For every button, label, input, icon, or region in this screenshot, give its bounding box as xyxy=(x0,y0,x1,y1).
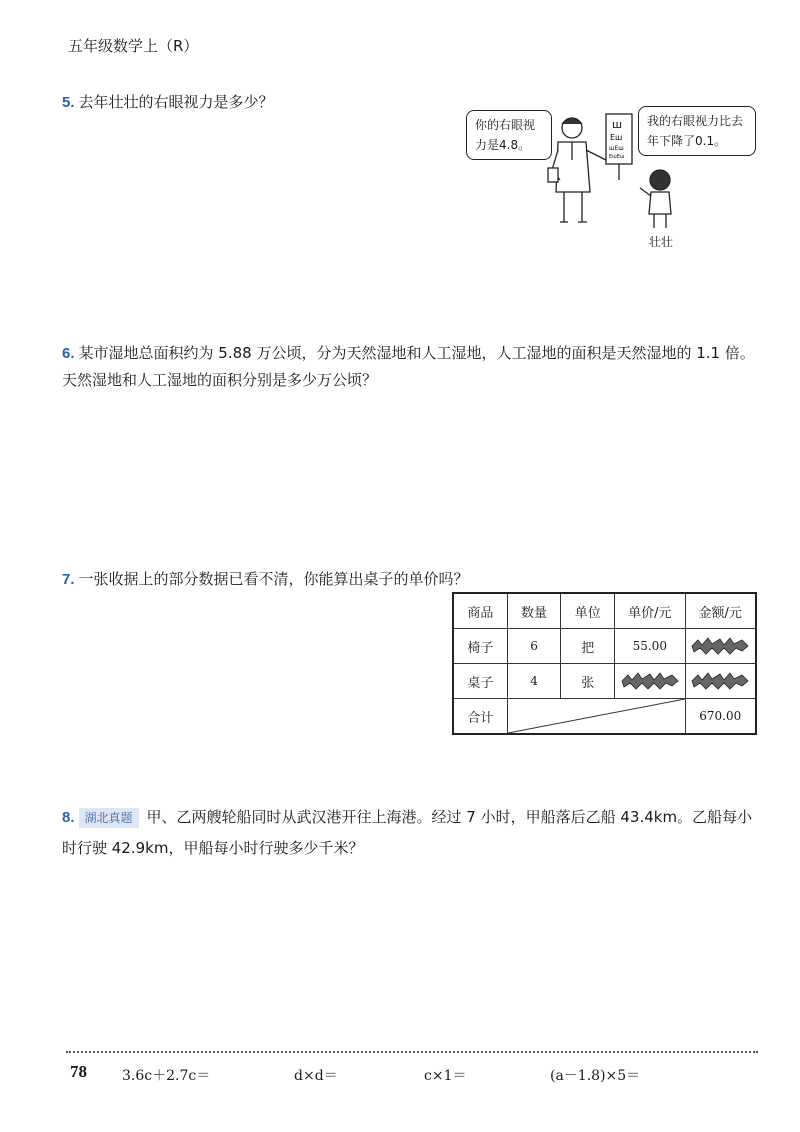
kid-name-label: 壮壮 xyxy=(649,235,674,249)
header-item: 商品 xyxy=(453,593,507,629)
svg-text:шEш: шEш xyxy=(609,145,624,152)
cell-item: 椅子 xyxy=(453,629,507,664)
kid-speech-bubble: 我的右眼视力比去年下降了0.1。 xyxy=(638,106,756,156)
diagonal-line xyxy=(508,699,685,733)
svg-text:EшEш: EшEш xyxy=(609,154,625,160)
question-number: 8. xyxy=(62,809,75,826)
obscured-smudge-icon xyxy=(690,636,750,656)
obscured-smudge-icon xyxy=(620,671,680,691)
table-total-row xyxy=(453,699,756,735)
header-amount: 金额/元 xyxy=(685,593,756,629)
source-tag: 湖北真题 xyxy=(79,808,139,828)
question-number: 5. xyxy=(62,94,75,111)
question-6 xyxy=(62,340,762,393)
page-number: 78 xyxy=(70,1062,87,1081)
page-header: 五年级数学上（R） xyxy=(68,37,199,55)
receipt-table xyxy=(452,592,757,735)
doctor-speech-bubble: 你的右眼视力是4.8。 xyxy=(466,110,552,160)
table-row xyxy=(453,664,756,699)
exercise-2: d×d＝ xyxy=(294,1068,338,1084)
exercise-1: 3.6c＋2.7c＝ xyxy=(122,1068,211,1084)
cell-price-obscured xyxy=(615,664,685,699)
footer-divider xyxy=(66,1051,758,1053)
table-header-row xyxy=(453,593,756,629)
cell-price: 55.00 xyxy=(615,629,685,664)
cell-item: 桌子 xyxy=(453,664,507,699)
cell-qty: 4 xyxy=(507,664,561,699)
question-text: 某市湿地总面积约为 5.88 万公顷，分为天然湿地和人工湿地，人工湿地的面积是天然湿地的 1.1 倍。天然湿地和人工湿地的面积分别是多少万公顷？ xyxy=(62,344,755,389)
header-price: 单价/元 xyxy=(615,593,685,629)
cell-total-amount: 670.00 xyxy=(685,699,756,735)
question-text: 去年壮壮的右眼视力是多少？ xyxy=(78,93,274,111)
header-qty: 数量 xyxy=(507,593,561,629)
cell-amount-obscured xyxy=(685,629,756,664)
eye-test-illustration xyxy=(460,100,760,255)
cell-total-label: 合计 xyxy=(453,699,507,735)
header-unit: 单位 xyxy=(561,593,615,629)
cell-unit: 把 xyxy=(561,629,615,664)
cell-qty: 6 xyxy=(507,629,561,664)
table-row xyxy=(453,629,756,664)
question-text: 甲、乙两艘轮船同时从武汉港开往上海港。经过 7 小时，甲船落后乙船 43.4km。乙船每小时行驶 42.9km，甲船每小时行驶多少千米？ xyxy=(62,808,753,857)
exercise-4: (a－1.8)×5＝ xyxy=(550,1068,641,1084)
question-8 xyxy=(62,802,762,863)
exercise-3: c×1＝ xyxy=(424,1068,467,1084)
question-text: 一张收据上的部分数据已看不清，你能算出桌子的单价吗？ xyxy=(78,570,469,588)
question-number: 6. xyxy=(62,345,75,362)
svg-text:Eш: Eш xyxy=(610,133,623,142)
question-7 xyxy=(62,566,469,593)
cell-unit: 张 xyxy=(561,664,615,699)
obscured-smudge-icon xyxy=(690,671,750,691)
cell-amount-obscured xyxy=(685,664,756,699)
svg-text:ш: ш xyxy=(612,118,623,131)
question-5 xyxy=(62,89,274,116)
cell-total-diagonal xyxy=(507,699,685,735)
question-number: 7. xyxy=(62,571,75,588)
